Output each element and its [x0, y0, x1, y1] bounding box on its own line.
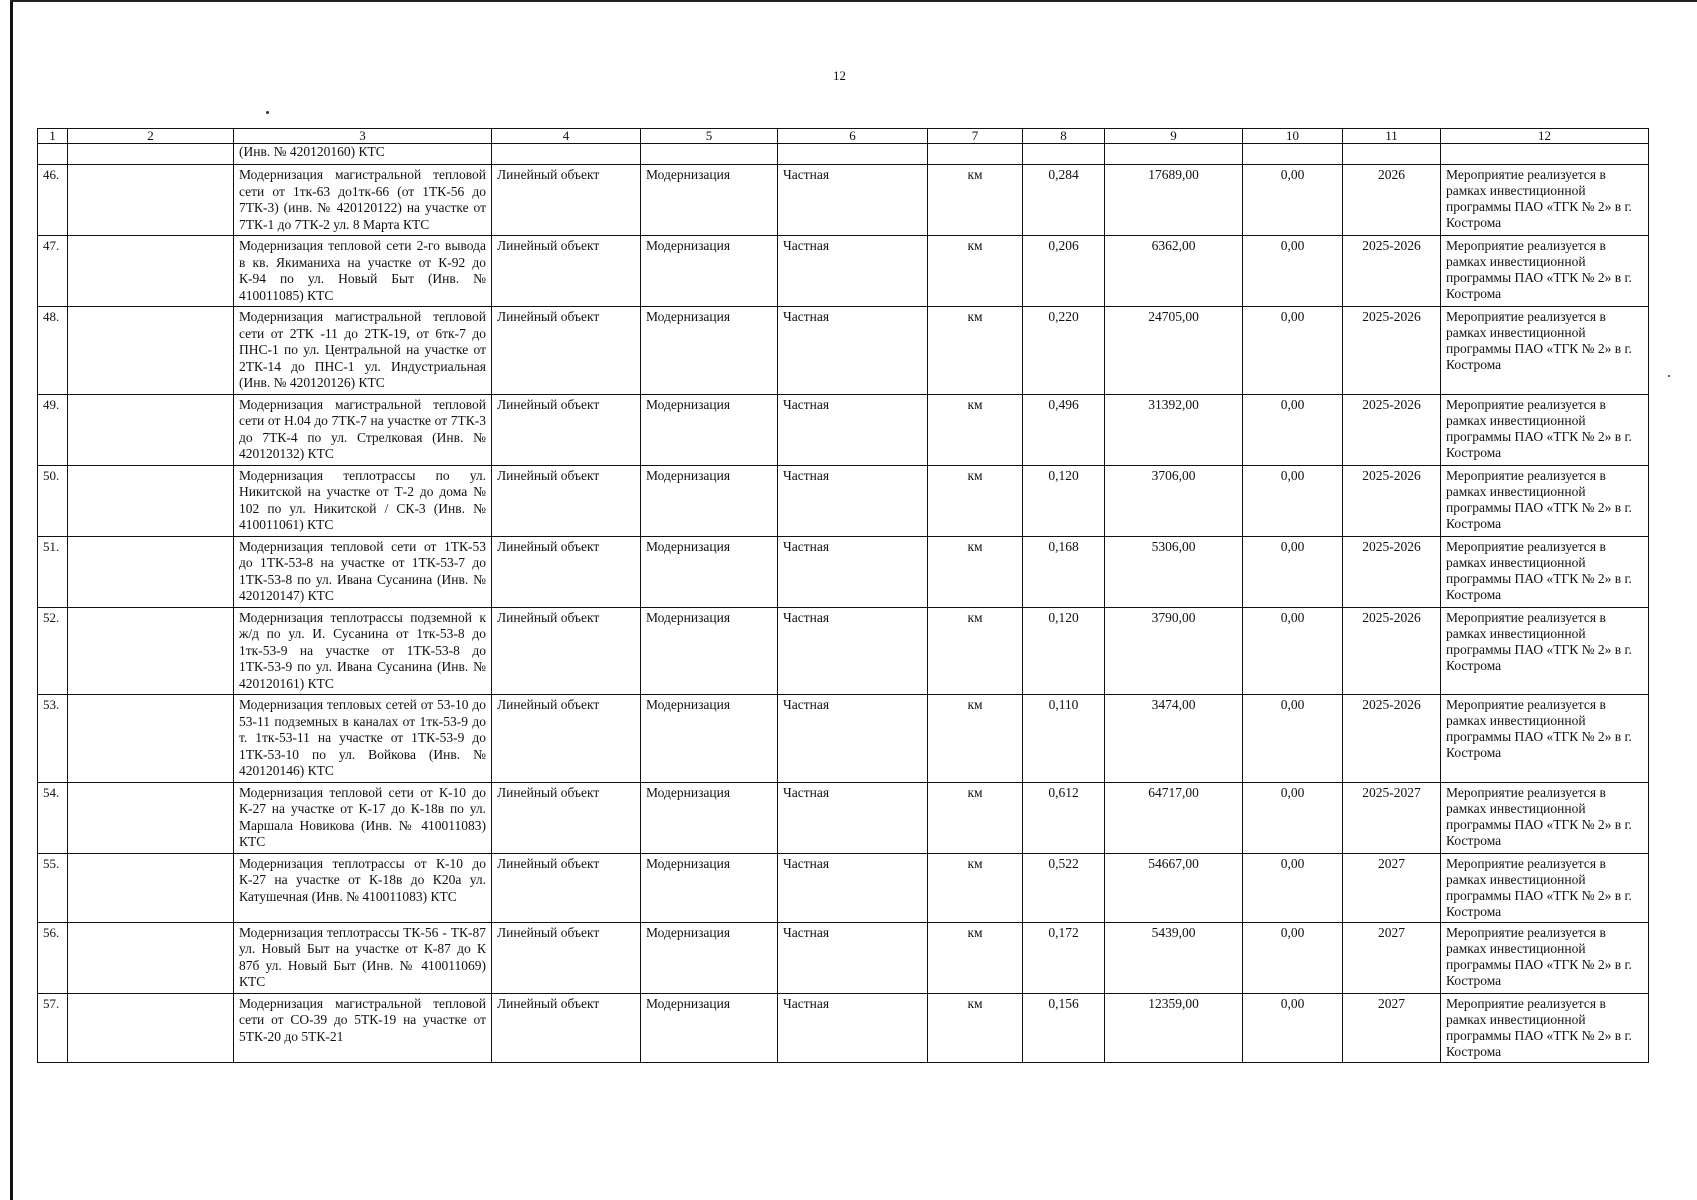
ownership-cell: Частная — [778, 993, 928, 1062]
column-10-cell: 0,00 — [1243, 695, 1343, 783]
column-10-cell: 0,00 — [1243, 853, 1343, 922]
unit-cell: км — [928, 236, 1023, 307]
cost-cell: 31392,00 — [1105, 394, 1243, 465]
description-cell: Модернизация магистральной тепловой сети от 2ТК -11 до 2ТК-19, от 6тк-7 до ПНС-1 по ул. Центральной на участке от 2ТК-14 до ПНС-1 ул. Индустриальная (Инв. № 420120126) КТС — [234, 307, 492, 395]
col-header: 9 — [1105, 129, 1243, 144]
row-number-cell: 55. — [38, 853, 68, 922]
description-cell: Модернизация тепловой сети от 1ТК-53 до 1ТК-53-8 на участке от 1ТК-53-7 до 1ТК-53-8 по ул. Ивана Сусанина (Инв. № 420120147) КТС — [234, 536, 492, 607]
note-cell: Мероприятие реализуется в рамках инвестиционной программы ПАО «ТГК № 2» в г. Кострома — [1441, 307, 1649, 395]
empty-cell — [68, 536, 234, 607]
table-row — [38, 782, 1649, 853]
object-type-cell: Линейный объект — [492, 922, 641, 993]
column-10-cell: 0,00 — [1243, 782, 1343, 853]
length-cell: 0,110 — [1023, 695, 1105, 783]
row-number-cell: 53. — [38, 695, 68, 783]
cost-cell: 17689,00 — [1105, 165, 1243, 236]
ownership-cell: Частная — [778, 536, 928, 607]
empty-cell — [68, 236, 234, 307]
unit-cell: км — [928, 165, 1023, 236]
description-cell: Модернизация тепловой сети от К-10 до К-27 на участке от К-17 до К-18в по ул. Маршала Новикова (Инв. № 410011083) КТС — [234, 782, 492, 853]
length-cell: 0,120 — [1023, 607, 1105, 695]
note-cell: Мероприятие реализуется в рамках инвестиционной программы ПАО «ТГК № 2» в г. Кострома — [1441, 465, 1649, 536]
note-cell: Мероприятие реализуется в рамках инвестиционной программы ПАО «ТГК № 2» в г. Кострома — [1441, 695, 1649, 783]
years-cell: 2027 — [1343, 993, 1441, 1062]
description-cell: Модернизация теплотрассы подземной к ж/д по ул. И. Сусанина от 1тк-53-8 до 1тк-53-9 на участке от 1ТК-53-8 до 1ТК-53-9 по ул. Ивана Сусанина (Инв. № 420120161) КТС — [234, 607, 492, 695]
row-number-cell: 47. — [38, 236, 68, 307]
object-type-cell: Линейный объект — [492, 853, 641, 922]
years-cell: 2027 — [1343, 853, 1441, 922]
column-10-cell: 0,00 — [1243, 607, 1343, 695]
table-row — [38, 993, 1649, 1062]
empty-cell — [68, 853, 234, 922]
note-cell: Мероприятие реализуется в рамках инвестиционной программы ПАО «ТГК № 2» в г. Кострома — [1441, 394, 1649, 465]
cost-cell: 12359,00 — [1105, 993, 1243, 1062]
empty-cell — [1105, 144, 1243, 165]
empty-cell — [68, 782, 234, 853]
description-cell: Модернизация теплотрассы от К-10 до К-27 на участке от К-18в до К20а ул. Катушечная (Инв. № 410011083) КТС — [234, 853, 492, 922]
empty-cell — [68, 465, 234, 536]
empty-cell — [928, 144, 1023, 165]
col-header: 12 — [1441, 129, 1649, 144]
years-cell: 2025-2026 — [1343, 465, 1441, 536]
col-header: 3 — [234, 129, 492, 144]
header-row — [38, 129, 1649, 144]
column-10-cell: 0,00 — [1243, 922, 1343, 993]
length-cell: 0,120 — [1023, 465, 1105, 536]
column-10-cell: 0,00 — [1243, 236, 1343, 307]
years-cell: 2025-2027 — [1343, 782, 1441, 853]
object-type-cell: Линейный объект — [492, 782, 641, 853]
row-number-cell: 54. — [38, 782, 68, 853]
object-type-cell: Линейный объект — [492, 607, 641, 695]
column-10-cell: 0,00 — [1243, 993, 1343, 1062]
years-cell: 2025-2026 — [1343, 307, 1441, 395]
empty-cell — [492, 144, 641, 165]
length-cell: 0,284 — [1023, 165, 1105, 236]
ownership-cell: Частная — [778, 607, 928, 695]
ownership-cell: Частная — [778, 307, 928, 395]
row-number-cell: 51. — [38, 536, 68, 607]
years-cell: 2025-2026 — [1343, 695, 1441, 783]
row-number-cell: 50. — [38, 465, 68, 536]
years-cell: 2025-2026 — [1343, 394, 1441, 465]
continuation-row — [38, 144, 1649, 165]
object-type-cell: Линейный объект — [492, 394, 641, 465]
object-type-cell: Линейный объект — [492, 165, 641, 236]
object-type-cell: Линейный объект — [492, 236, 641, 307]
work-type-cell: Модернизация — [641, 922, 778, 993]
table-row — [38, 536, 1649, 607]
table-row — [38, 695, 1649, 783]
unit-cell: км — [928, 782, 1023, 853]
column-10-cell: 0,00 — [1243, 536, 1343, 607]
table-row — [38, 607, 1649, 695]
description-cell: Модернизация тепловых сетей от 53-10 до 53-11 подземных в каналах от 1тк-53-9 до т. 1тк-53-11 на участке от 1ТК-53-9 до 1ТК-53-10 по ул. Войкова (Инв. № 420120146) КТС — [234, 695, 492, 783]
length-cell: 0,612 — [1023, 782, 1105, 853]
note-cell: Мероприятие реализуется в рамках инвестиционной программы ПАО «ТГК № 2» в г. Кострома — [1441, 782, 1649, 853]
object-type-cell: Линейный объект — [492, 307, 641, 395]
work-type-cell: Модернизация — [641, 695, 778, 783]
row-number-cell: 46. — [38, 165, 68, 236]
unit-cell: км — [928, 922, 1023, 993]
note-cell: Мероприятие реализуется в рамках инвестиционной программы ПАО «ТГК № 2» в г. Кострома — [1441, 922, 1649, 993]
work-type-cell: Модернизация — [641, 993, 778, 1062]
work-type-cell: Модернизация — [641, 782, 778, 853]
table-row — [38, 853, 1649, 922]
empty-cell — [68, 144, 234, 165]
description-cell: Модернизация магистральной тепловой сети от СО-39 до 5ТК-19 на участке от 5ТК-20 до 5ТК-21 — [234, 993, 492, 1062]
empty-cell — [68, 607, 234, 695]
note-cell: Мероприятие реализуется в рамках инвестиционной программы ПАО «ТГК № 2» в г. Кострома — [1441, 165, 1649, 236]
note-cell: Мероприятие реализуется в рамках инвестиционной программы ПАО «ТГК № 2» в г. Кострома — [1441, 993, 1649, 1062]
column-10-cell: 0,00 — [1243, 307, 1343, 395]
cost-cell: 54667,00 — [1105, 853, 1243, 922]
empty-cell — [1343, 144, 1441, 165]
scan-speck — [266, 111, 269, 114]
work-type-cell: Модернизация — [641, 394, 778, 465]
years-cell: 2026 — [1343, 165, 1441, 236]
col-header: 7 — [928, 129, 1023, 144]
unit-cell: км — [928, 307, 1023, 395]
col-header: 6 — [778, 129, 928, 144]
work-type-cell: Модернизация — [641, 165, 778, 236]
cost-cell: 3474,00 — [1105, 695, 1243, 783]
unit-cell: км — [928, 607, 1023, 695]
investment-table — [37, 128, 1649, 1063]
note-cell: Мероприятие реализуется в рамках инвестиционной программы ПАО «ТГК № 2» в г. Кострома — [1441, 607, 1649, 695]
column-10-cell: 0,00 — [1243, 394, 1343, 465]
empty-cell — [68, 993, 234, 1062]
ownership-cell: Частная — [778, 853, 928, 922]
length-cell: 0,156 — [1023, 993, 1105, 1062]
page-number: 12 — [833, 68, 846, 83]
cost-cell: 5439,00 — [1105, 922, 1243, 993]
work-type-cell: Модернизация — [641, 536, 778, 607]
unit-cell: км — [928, 536, 1023, 607]
empty-cell — [1023, 144, 1105, 165]
empty-cell — [68, 922, 234, 993]
table-row — [38, 236, 1649, 307]
object-type-cell: Линейный объект — [492, 536, 641, 607]
empty-cell — [1441, 144, 1649, 165]
ownership-cell: Частная — [778, 465, 928, 536]
ownership-cell: Частная — [778, 695, 928, 783]
work-type-cell: Модернизация — [641, 236, 778, 307]
length-cell: 0,206 — [1023, 236, 1105, 307]
column-10-cell: 0,00 — [1243, 465, 1343, 536]
description-cell: Модернизация тепловой сети 2-го вывода в кв. Якиманиха на участке от К-92 до К-94 по ул. Новый Быт (Инв. № 410011085) КТС — [234, 236, 492, 307]
col-header: 11 — [1343, 129, 1441, 144]
cost-cell: 6362,00 — [1105, 236, 1243, 307]
column-10-cell: 0,00 — [1243, 165, 1343, 236]
table-row — [38, 165, 1649, 236]
years-cell: 2025-2026 — [1343, 236, 1441, 307]
col-header: 4 — [492, 129, 641, 144]
cost-cell: 24705,00 — [1105, 307, 1243, 395]
object-type-cell: Линейный объект — [492, 465, 641, 536]
object-type-cell: Линейный объект — [492, 993, 641, 1062]
empty-cell — [68, 165, 234, 236]
ownership-cell: Частная — [778, 165, 928, 236]
years-cell: 2027 — [1343, 922, 1441, 993]
description-cell: Модернизация магистральной тепловой сети от 1тк-63 до1тк-66 (от 1ТК-56 до 7ТК-3) (инв. № 420120122) на участке от 7ТК-1 до 7ТК-2 ул. 8 Марта КТС — [234, 165, 492, 236]
ownership-cell: Частная — [778, 922, 928, 993]
table-row — [38, 394, 1649, 465]
col-header: 10 — [1243, 129, 1343, 144]
unit-cell: км — [928, 465, 1023, 536]
ownership-cell: Частная — [778, 782, 928, 853]
scan-speck — [1668, 375, 1670, 377]
empty-cell — [68, 695, 234, 783]
row-number-cell: 57. — [38, 993, 68, 1062]
length-cell: 0,220 — [1023, 307, 1105, 395]
empty-cell — [38, 144, 68, 165]
length-cell: 0,522 — [1023, 853, 1105, 922]
unit-cell: км — [928, 853, 1023, 922]
years-cell: 2025-2026 — [1343, 536, 1441, 607]
cost-cell: 3790,00 — [1105, 607, 1243, 695]
unit-cell: км — [928, 695, 1023, 783]
empty-cell — [778, 144, 928, 165]
description-cell: Модернизация теплотрассы ТК-56 - ТК-87 ул. Новый Быт на участке от К-87 до К 87б ул. Новый Быт (Инв. № 410011069) КТС — [234, 922, 492, 993]
work-type-cell: Модернизация — [641, 853, 778, 922]
note-cell: Мероприятие реализуется в рамках инвестиционной программы ПАО «ТГК № 2» в г. Кострома — [1441, 236, 1649, 307]
cost-cell: 5306,00 — [1105, 536, 1243, 607]
row-number-cell: 48. — [38, 307, 68, 395]
note-cell: Мероприятие реализуется в рамках инвестиционной программы ПАО «ТГК № 2» в г. Кострома — [1441, 536, 1649, 607]
empty-cell — [641, 144, 778, 165]
description-cell: Модернизация теплотрассы по ул. Никитской на участке от Т-2 до дома № 102 по ул. Никитской / СК-3 (Инв. № 410011061) КТС — [234, 465, 492, 536]
ownership-cell: Частная — [778, 394, 928, 465]
row-number-cell: 52. — [38, 607, 68, 695]
empty-cell — [68, 307, 234, 395]
cost-cell: 3706,00 — [1105, 465, 1243, 536]
scan-edge-top — [10, 0, 1697, 2]
object-type-cell: Линейный объект — [492, 695, 641, 783]
empty-cell — [1243, 144, 1343, 165]
work-type-cell: Модернизация — [641, 307, 778, 395]
ownership-cell: Частная — [778, 236, 928, 307]
length-cell: 0,496 — [1023, 394, 1105, 465]
row-number-cell: 49. — [38, 394, 68, 465]
col-header: 1 — [38, 129, 68, 144]
description-cell: Модернизация магистральной тепловой сети от Н.04 до 7ТК-7 на участке от 7ТК-3 до 7ТК-4 по ул. Стрелковая (Инв. № 420120132) КТС — [234, 394, 492, 465]
length-cell: 0,168 — [1023, 536, 1105, 607]
table-row — [38, 465, 1649, 536]
col-header: 5 — [641, 129, 778, 144]
unit-cell: км — [928, 394, 1023, 465]
table-row — [38, 307, 1649, 395]
work-type-cell: Модернизация — [641, 607, 778, 695]
scan-edge-left — [10, 0, 13, 1200]
col-header: 8 — [1023, 129, 1105, 144]
years-cell: 2025-2026 — [1343, 607, 1441, 695]
length-cell: 0,172 — [1023, 922, 1105, 993]
row-number-cell: 56. — [38, 922, 68, 993]
note-cell: Мероприятие реализуется в рамках инвестиционной программы ПАО «ТГК № 2» в г. Кострома — [1441, 853, 1649, 922]
work-type-cell: Модернизация — [641, 465, 778, 536]
table-row — [38, 922, 1649, 993]
col-header: 2 — [68, 129, 234, 144]
unit-cell: км — [928, 993, 1023, 1062]
cost-cell: 64717,00 — [1105, 782, 1243, 853]
empty-cell — [68, 394, 234, 465]
continuation-text: (Инв. № 420120160) КТС — [234, 144, 492, 165]
